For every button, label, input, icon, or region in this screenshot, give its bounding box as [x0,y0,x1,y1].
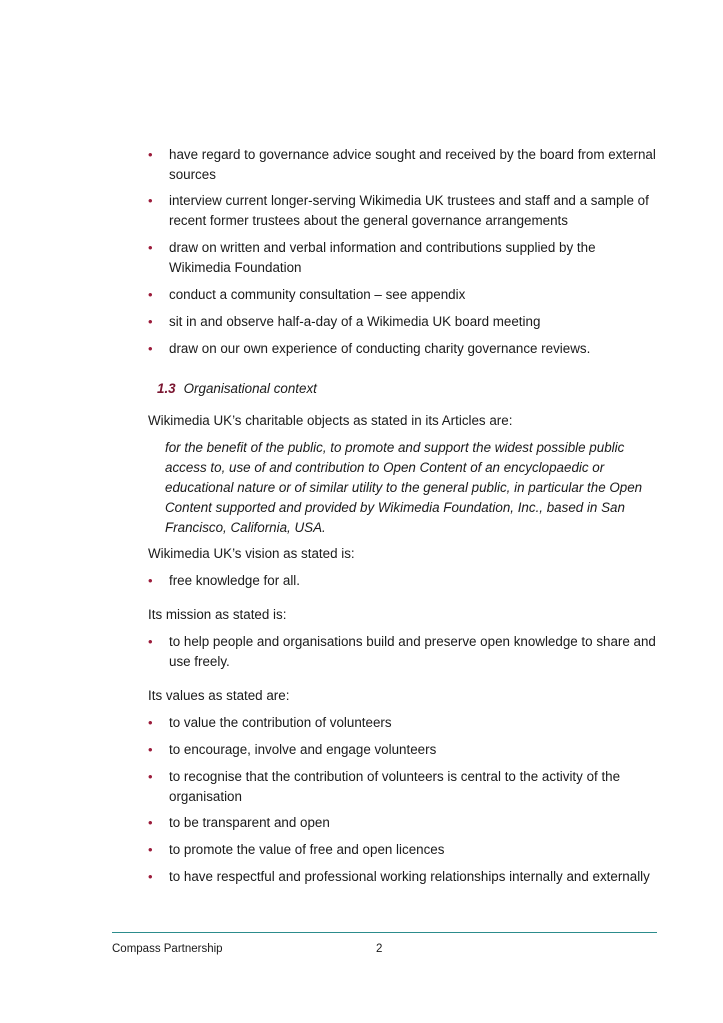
page-number: 2 [376,943,383,955]
list-item-text: sit in and observe half-a-day of a Wikimedia UK board meeting [169,314,541,329]
vision-intro: Wikimedia UK’s vision as stated is: [148,546,355,561]
objects-quote: for the benefit of the public, to promote and support the widest possible public access to, use of and contribution to Open Content of an encyclopaedic or educational nature or of similar utility to the general public, in particular the Open Content supported and provided by Wikimedia Foundation, Inc., based in San Francisco, California, USA. [165,440,643,535]
list-item [148,767,658,807]
list-item [148,632,658,672]
list-item-text: to recognise that the contribution of volunteers is central to the activity of the organisation [169,769,621,804]
list-item [148,740,658,760]
footer-organisation: Compass Partnership [112,943,223,955]
list-item [148,840,658,860]
footer-divider [112,932,657,933]
values-intro: Its values as stated are: [148,688,290,703]
list-item-text: conduct a community consultation – see appendix [169,287,466,302]
bullet-icon: • [148,815,153,830]
list-item [148,145,658,185]
list-item-text: free knowledge for all. [169,573,301,588]
mission-intro: Its mission as stated is: [148,607,287,622]
list-item-text: interview current longer-serving Wikimedia UK trustees and staff and a sample of recent former trustees about the general governance arrangements [169,193,649,228]
list-item [148,285,658,305]
bullet-icon: • [148,240,153,255]
list-item [148,339,658,359]
list-item [148,238,658,278]
list-item-text: to be transparent and open [169,815,330,830]
bullet-icon: • [148,147,153,162]
list-item-text: to help people and organisations build and preserve open knowledge to share and use freely. [169,634,656,669]
bullet-icon: • [148,573,153,588]
list-item [148,713,658,733]
bullet-icon: • [148,769,153,784]
section-number: 1.3 [157,381,176,396]
bullet-icon: • [148,634,153,649]
section-heading [157,379,317,399]
section-title: Organisational context [183,381,317,396]
list-item [148,312,658,332]
list-item-text: draw on written and verbal information and contributions supplied by the Wikimedia Foundation [169,240,596,275]
bullet-icon: • [148,287,153,302]
list-item-text: to value the contribution of volunteers [169,715,392,730]
list-item-text: draw on our own experience of conducting charity governance reviews. [169,341,591,356]
bullet-icon: • [148,869,153,884]
list-item-text: to have respectful and professional working relationships internally and externally [169,869,650,884]
list-item-text: to encourage, involve and engage volunteers [169,742,437,757]
bullet-icon: • [148,193,153,208]
list-item-text: have regard to governance advice sought and received by the board from external sources [169,147,656,182]
list-item [148,571,658,591]
list-item [148,191,658,231]
list-item [148,813,658,833]
bullet-icon: • [148,314,153,329]
objects-intro: Wikimedia UK’s charitable objects as stated in its Articles are: [148,413,513,428]
bullet-icon: • [148,842,153,857]
list-item-text: to promote the value of free and open licences [169,842,445,857]
bullet-icon: • [148,341,153,356]
bullet-icon: • [148,742,153,757]
list-item [148,867,658,887]
bullet-icon: • [148,715,153,730]
